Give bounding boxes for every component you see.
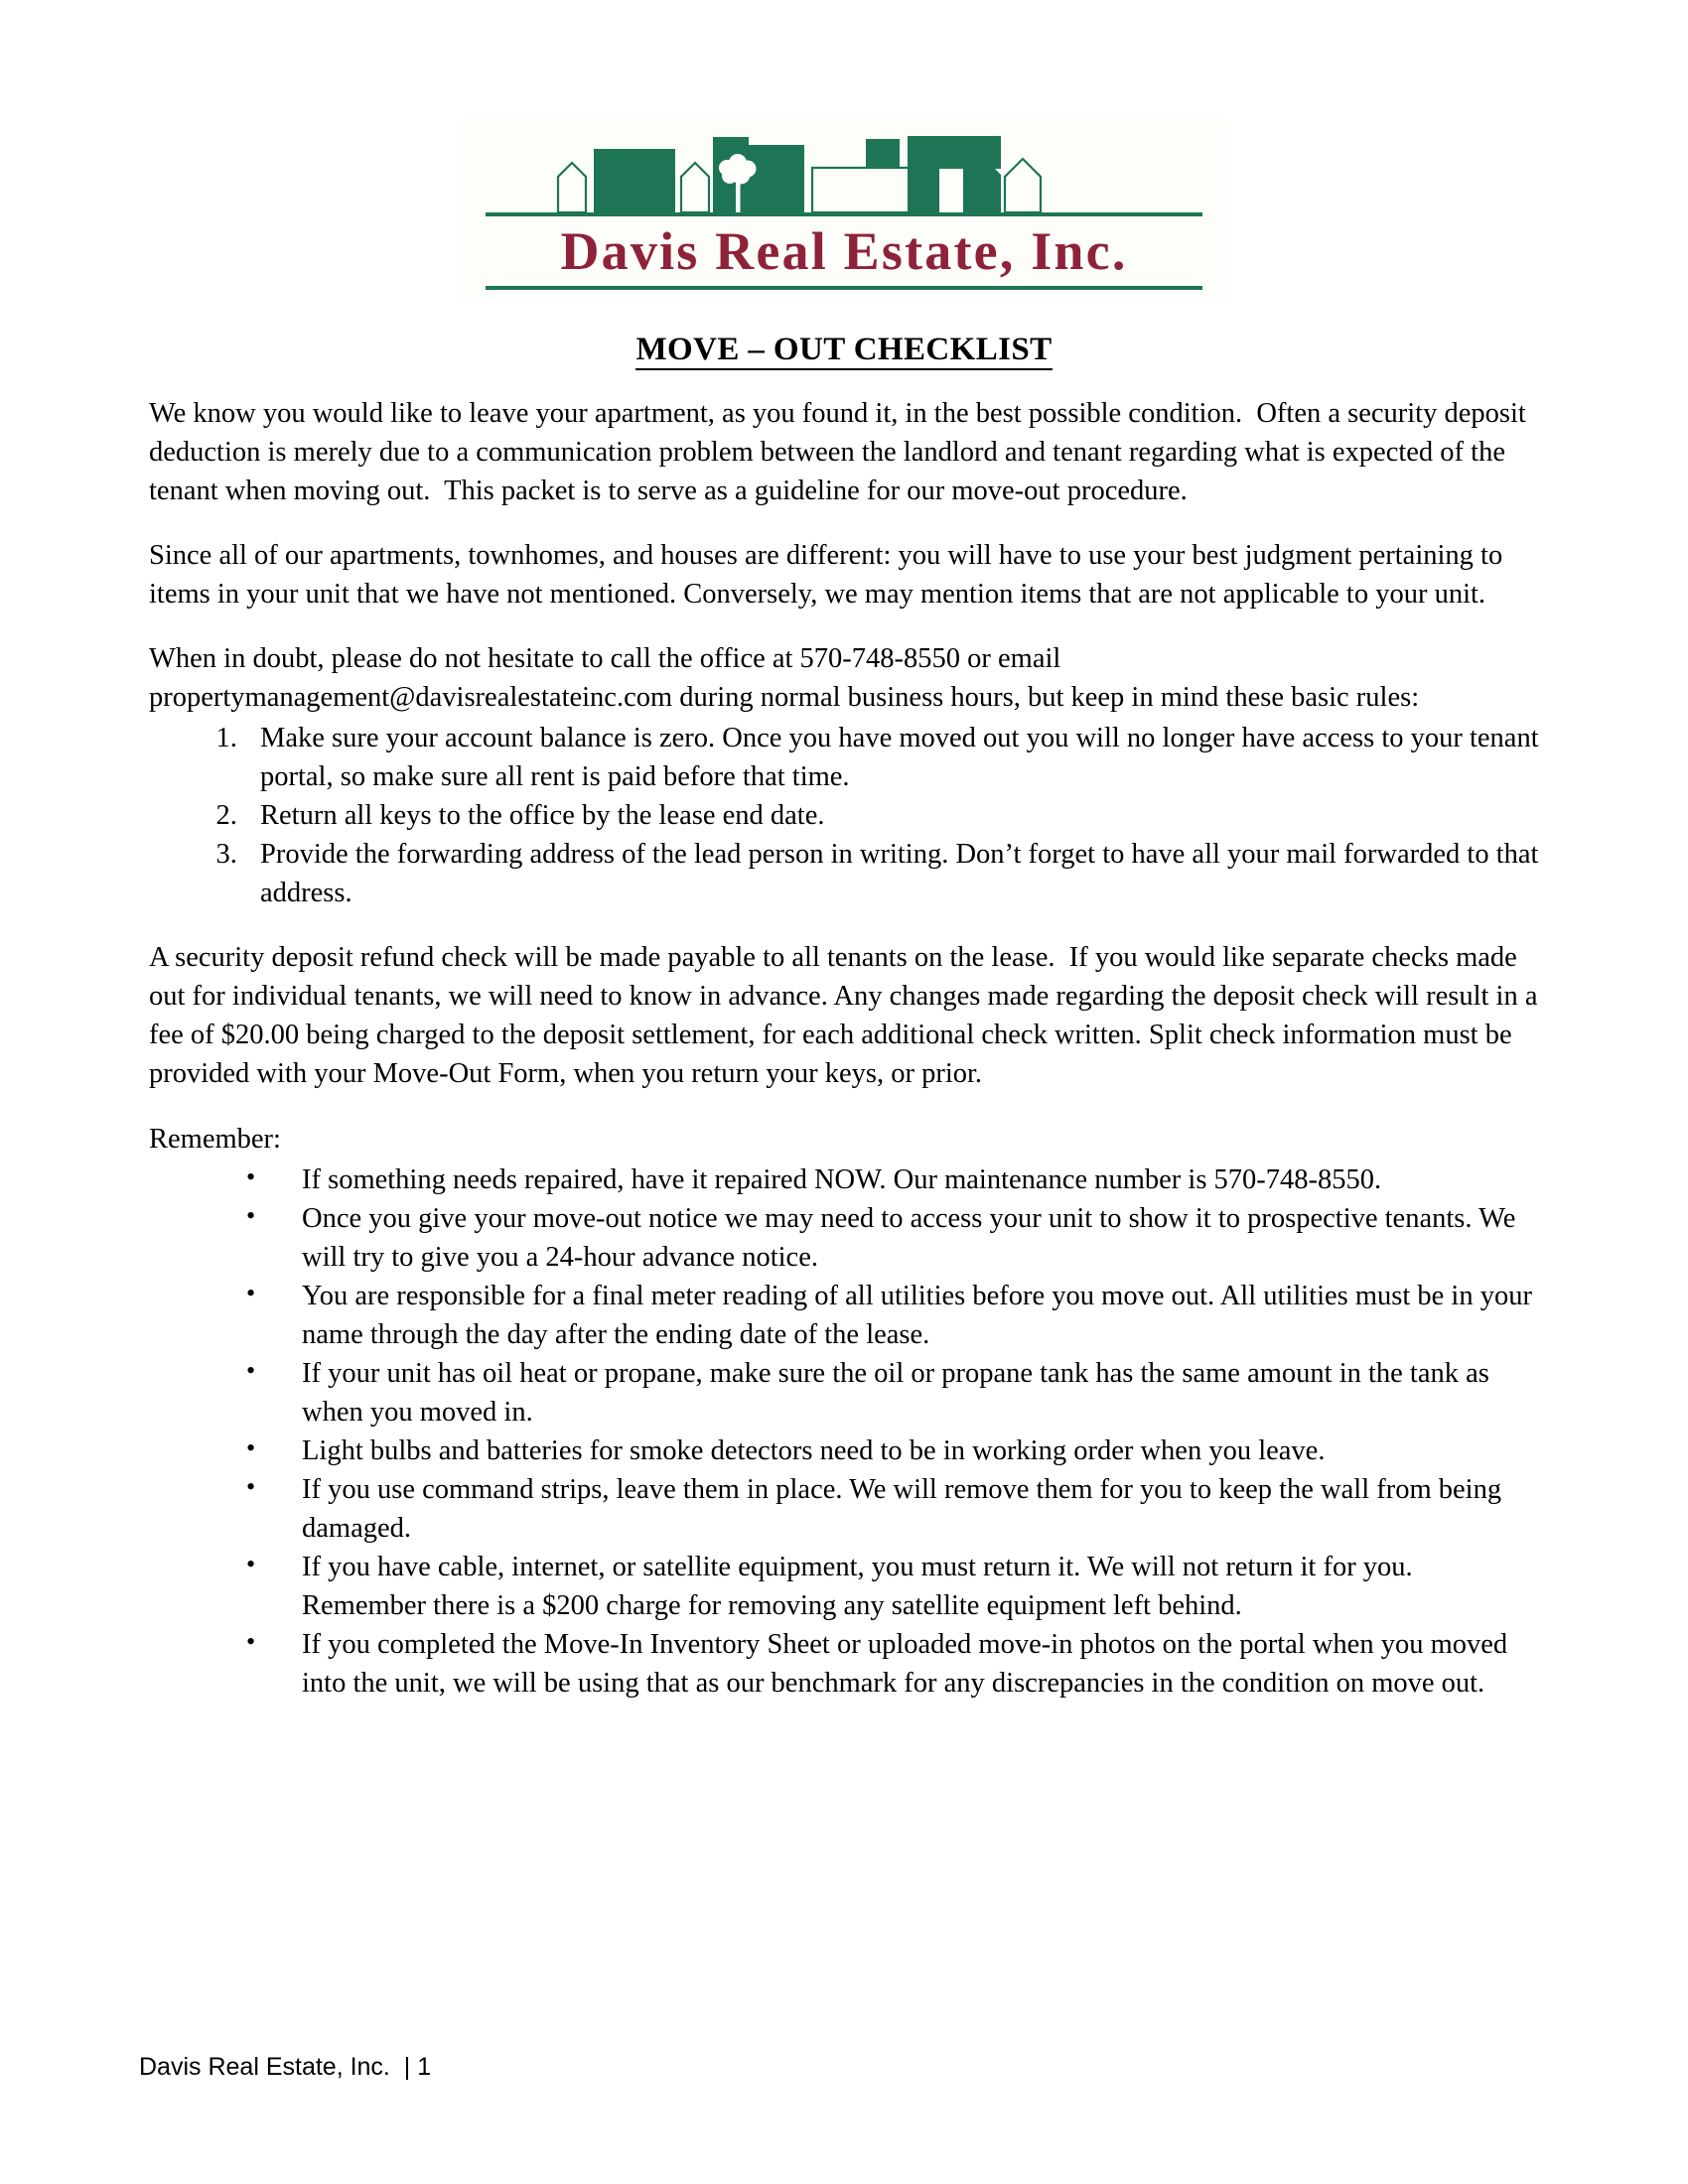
building-skyline-icon: [486, 125, 1202, 212]
logo-wordmark: [486, 220, 1202, 282]
remember-heading: Remember:: [149, 1123, 281, 1155]
document-body: [149, 368, 1545, 1703]
page-footer: Davis Real Estate, Inc. | 1: [139, 2053, 432, 2081]
list-item: 3. Provide the forwarding address of the lead person in writing. Don’t forget to have all your mail forwarded to that address.: [244, 835, 1539, 912]
company-logo: [462, 0, 1226, 300]
page-title-text: MOVE – OUT CHECKLIST: [635, 332, 1052, 370]
list-item: • You are responsible for a final meter reading of all utilities before you move out. All utilities must be in your name through the day after the ending date of the lease.: [246, 1277, 1539, 1354]
paragraph-differences: Since all of our apartments, townhomes, and houses are different: you will have to use your best judgment pertaining to items in your unit that we have not mentioned. Conversely, we may mention items that are not applicable to your unit.: [149, 540, 1510, 611]
list-item: • Once you give your move-out notice we may need to access your unit to show it to prospective tenants. We will try to give you a 24-hour advance notice.: [246, 1199, 1539, 1277]
logo-bottom-rule: [486, 286, 1202, 290]
logo-company-name: Davis Real Estate, Inc.: [560, 221, 1128, 281]
paragraph-deposit: A security deposit refund check will be made payable to all tenants on the lease. If you would like separate checks made out for individual tenants, we will need to know in advance. Any changes made regarding the deposit check will result in a fee of $20.00 being charged to the deposit settlement, for each additional check written. Split check information must be provided with your Move-Out Form, when you return your keys, or prior.: [149, 942, 1545, 1090]
list-item: • If you completed the Move-In Inventory Sheet or uploaded move-in photos on the portal when you moved into the unit, we will be using that as our benchmark for any discrepancies in the condition on move out.: [246, 1625, 1539, 1703]
logo-top-rule: [486, 212, 1202, 216]
remember-list: [149, 1160, 1539, 1703]
logo-box: [462, 119, 1226, 300]
list-item: 1. Make sure your account balance is zero. Once you have moved out you will no longer have access to your tenant portal, so make sure all rent is paid before that time.: [244, 719, 1539, 796]
basic-rules-list: [149, 719, 1539, 912]
paragraph-contact: When in doubt, please do not hesitate to call the office at 570-748-8550 or email propertymanagement@davisrealestateinc.com during normal business hours, but keep in mind these basic rules:: [149, 643, 1420, 714]
list-item: • If something needs repaired, have it repaired NOW. Our maintenance number is 570-748-8550.: [246, 1160, 1539, 1199]
page-title: [0, 332, 1688, 368]
list-item: • If you use command strips, leave them in place. We will remove them for you to keep the wall from being damaged.: [246, 1470, 1539, 1548]
list-item: • Light bulbs and batteries for smoke detectors need to be in working order when you leave.: [246, 1432, 1539, 1470]
paragraph-intro: We know you would like to leave your apartment, as you found it, in the best possible condition. Often a security deposit deduction is merely due to a communication problem between the landlord and tenant regarding what is expected of the tenant when moving out. This packet is to serve as a guideline for our move-out procedure.: [149, 398, 1533, 507]
list-item: • If you have cable, internet, or satellite equipment, you must return it. We will not return it for you. Remember there is a $200 charge for removing any satellite equipment left behind.: [246, 1548, 1539, 1625]
list-item: 2. Return all keys to the office by the lease end date.: [244, 796, 1539, 835]
list-item: • If your unit has oil heat or propane, make sure the oil or propane tank has the same amount in the tank as when you moved in.: [246, 1354, 1539, 1432]
